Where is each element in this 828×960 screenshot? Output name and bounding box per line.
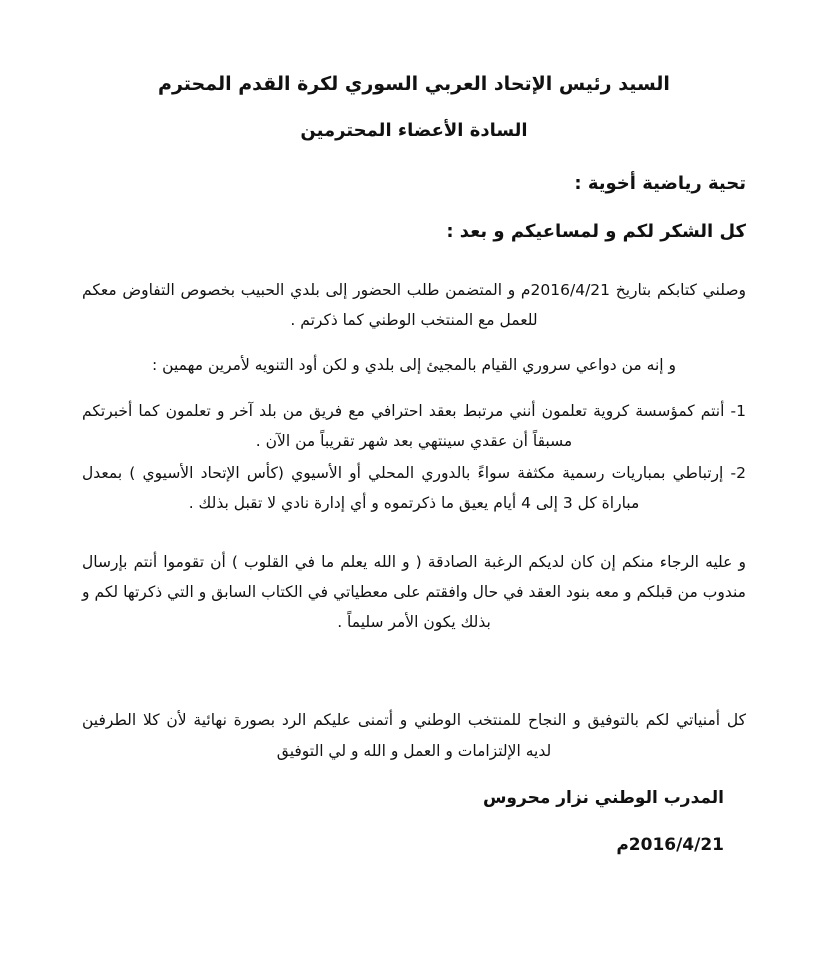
list-item-text: إرتباطي بمباريات رسمية مكثفة سواءً بالدوري المحلي أو الأسيوي (كأس الإتحاد الأسيوي ) بمعدل مباراة كل 3 إلى 4 أيام يعيق ما ذكرتموه و أي إدارة نادي لا تقبل بذلك .	[82, 464, 724, 513]
letter-header	[82, 70, 746, 144]
paragraph-opening: وصلني كتابكم بتاريخ 2016/4/21م و المتضمن طلب الحضور إلى بلدي الحبيب بخصوص التفاوض معكم للعمل مع المنتخب الوطني كما ذكرتم .	[82, 281, 746, 330]
greeting-line: تحية رياضية أخوية :	[574, 172, 746, 194]
letter-body	[82, 70, 746, 859]
recipient-title-secondary: السادة الأعضاء المحترمين	[300, 119, 528, 141]
list-item-text: أنتم كمؤسسة كروية تعلمون أنني مرتبط بعقد احترافي مع فريق من بلد آخر و تعلمون كما أخبرتكم مسبقاً أن عقدي سينتهي بعد شهر تقريباً من الآن .	[82, 401, 725, 450]
spacer	[82, 651, 746, 705]
paragraph-closing: كل أمنياتي لكم بالتوفيق و النجاح للمنتخب الوطني و أتمنى عليكم الرد بصورة نهائية لأن كلا الطرفين لديه الإلتزامات و العمل و الله و لي التوفيق	[82, 711, 746, 760]
signature-date: 2016/4/21م	[616, 835, 724, 856]
paragraph-transition: و إنه من دواعي سروري القيام بالمجيئ إلى بلدي و لكن أود التنويه لأمرين مهمين :	[152, 355, 676, 374]
list-item	[82, 396, 746, 456]
paragraph-request: و عليه الرجاء منكم إن كان لديكم الرغبة الصادقة ( و الله يعلم ما في القلوب ) أن تقوموا أنتم بإرسال مندوب من قبلكم و معه بنود العقد في حال وافقتم على معطياتي في الكتاب السابق و التي ذكرتها لكم و بذلك يكون الأمر سليماً .	[82, 552, 746, 632]
list-item-marker: 1-	[730, 401, 746, 420]
signature-block	[82, 786, 746, 859]
list-item	[82, 458, 746, 518]
thanks-line: كل الشكر لكم و لمساعيكم و بعد :	[446, 221, 746, 243]
spacer	[82, 533, 746, 547]
numbered-points-list	[82, 396, 746, 519]
signature-name: المدرب الوطني نزار محروس	[482, 787, 724, 808]
list-item-marker: 2-	[730, 464, 746, 483]
recipient-title-primary: السيد رئيس الإتحاد العربي السوري لكرة القدم المحترم	[158, 73, 670, 95]
